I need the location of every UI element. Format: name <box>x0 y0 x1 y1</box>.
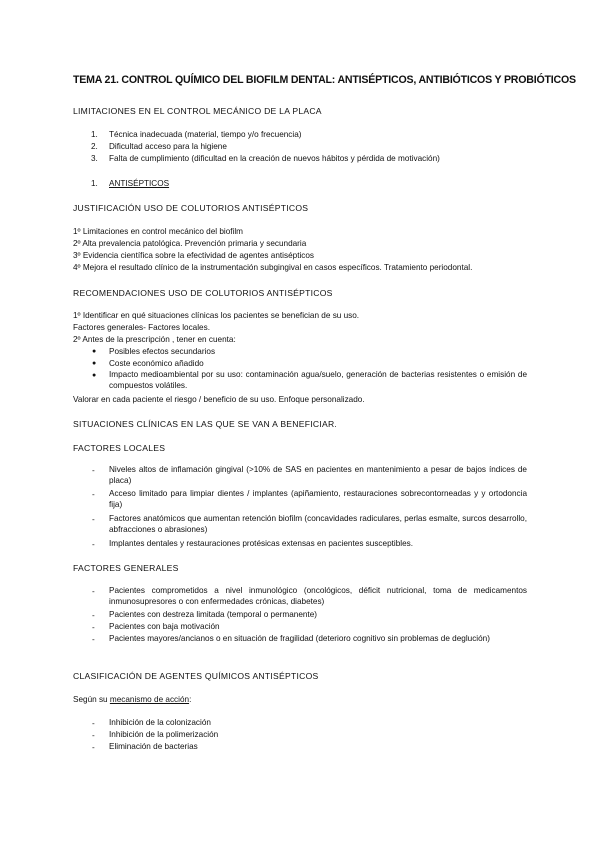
recommendation-line: 1º Identificar en qué situaciones clínicas los pacientes se benefician de su uso. <box>73 311 360 320</box>
bullet-item: Posibles efectos secundarios <box>109 347 216 356</box>
page-title: TEMA 21. CONTROL QUÍMICO DEL BIOFILM DENTAL: ANTISÉPTICOS, ANTIBIÓTICOS Y PROBIÓTICOS <box>73 74 576 86</box>
list-item: Niveles altos de inflamación gingival (>10% de SAS en pacientes en mantenimiento a pesar de bajos índices de placa) <box>109 465 527 485</box>
list-item: Implantes dentales y restauraciones protésicas extensas en pacientes susceptibles. <box>109 539 414 548</box>
classification-intro <box>73 695 191 705</box>
list-item: Falta de cumplimiento (dificultad en la creación de nuevos hábitos y pérdida de motivación) <box>109 154 440 163</box>
list-item: Pacientes con destreza limitada (temporal o permanente) <box>109 610 317 619</box>
list-item: Pacientes mayores/ancianos o en situación de fragilidad (deterioro cognitivo sin problemas de deglución) <box>109 634 490 643</box>
dash-icon: - <box>92 611 95 620</box>
dash-icon: - <box>92 743 95 752</box>
list-item: Dificultad acceso para la higiene <box>109 142 227 151</box>
list-number: 1. <box>91 130 98 139</box>
list-item: Acceso limitado para limpiar dientes / implantes (apiñamiento, restauraciones sobrecontorneadas y y ortodoncia fija) <box>109 489 527 509</box>
intro-prefix: Según su <box>73 695 110 704</box>
bullet-icon: ● <box>92 372 97 379</box>
heading-limitaciones: LIMITACIONES EN EL CONTROL MECÁNICO DE LA PLACA <box>73 106 322 116</box>
dash-icon: - <box>92 466 95 475</box>
list-number: 2. <box>91 142 98 151</box>
intro-underlined: mecanismo de acción <box>109 695 190 704</box>
subsection-number: 1. <box>91 179 98 188</box>
intro-suffix: : <box>189 695 192 704</box>
justification-line: 3º Evidencia científica sobre la efectividad de agentes antisépticos <box>73 251 315 260</box>
heading-recomendaciones: RECOMENDACIONES USO DE COLUTORIOS ANTISÉPTICOS <box>73 288 333 298</box>
list-item: Inhibición de la polimerización <box>109 730 219 739</box>
bullet-icon: ● <box>92 360 97 367</box>
recommendation-line: Factores generales- Factores locales. <box>73 323 210 332</box>
list-item: Factores anatómicos que aumentan retención biofilm (concavidades radiculares, perlas esmalte, surcos desarrollo, abfracciones o abrasiones) <box>109 514 527 534</box>
dash-icon: - <box>92 635 95 644</box>
heading-situaciones: SITUACIONES CLÍNICAS EN LAS QUE SE VAN A BENEFICIAR. <box>73 419 338 429</box>
recommendation-line: Valorar en cada paciente el riesgo / beneficio de su uso. Enfoque personalizado. <box>73 395 365 404</box>
heading-justificacion: JUSTIFICACIÓN USO DE COLUTORIOS ANTISÉPTICOS <box>73 203 309 213</box>
justification-line: 2º Alta prevalencia patológica. Prevención primaria y secundaria <box>73 239 307 248</box>
justification-line: 4º Mejora el resultado clínico de la instrumentación subgingival en casos específicos. Tratamiento periodontal. <box>73 263 473 272</box>
list-item: Inhibición de la colonización <box>109 718 211 727</box>
bullet-item: Coste económico añadido <box>109 359 204 368</box>
list-item: Eliminación de bacterias <box>109 742 198 751</box>
heading-factores-generales: FACTORES GENERALES <box>73 563 179 573</box>
list-item: Pacientes con baja motivación <box>109 622 220 631</box>
dash-icon: - <box>92 540 95 549</box>
dash-icon: - <box>92 623 95 632</box>
bullet-item: Impacto medioambiental por su uso: contaminación agua/suelo, generación de bacterias resistentes o emisión de compuestos volátiles. <box>109 370 527 390</box>
recommendation-line: 2º Antes de la prescripción , tener en cuenta: <box>73 335 236 344</box>
dash-icon: - <box>92 731 95 740</box>
list-item: Pacientes comprometidos a nivel inmunológico (oncológicos, déficit nutricional, toma de medicamentos inmunosupresores o con enfermedades crónicas, diabetes) <box>109 586 527 606</box>
justification-line: 1º Limitaciones en control mecánico del biofilm <box>73 227 244 236</box>
heading-clasificacion: CLASIFICACIÓN DE AGENTES QUÍMICOS ANTISÉPTICOS <box>73 671 319 681</box>
bullet-icon: ● <box>92 348 97 355</box>
heading-factores-locales: FACTORES LOCALES <box>73 443 166 453</box>
dash-icon: - <box>92 515 95 524</box>
dash-icon: - <box>92 490 95 499</box>
subsection-title: ANTISÉPTICOS <box>109 179 170 188</box>
dash-icon: - <box>92 587 95 596</box>
list-number: 3. <box>91 154 98 163</box>
list-item: Técnica inadecuada (material, tiempo y/o frecuencia) <box>109 130 302 139</box>
dash-icon: - <box>92 719 95 728</box>
